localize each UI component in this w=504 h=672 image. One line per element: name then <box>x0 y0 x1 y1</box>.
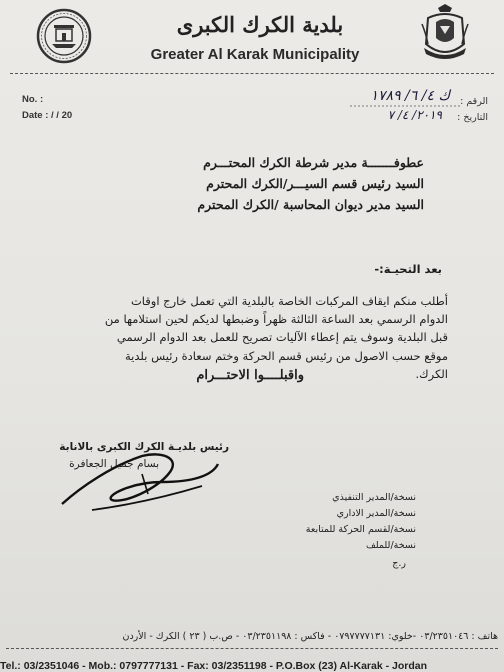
date-label: Date : / / 20 <box>22 110 73 121</box>
closing-regards: واقبلــــوا الاحتـــرام <box>196 368 304 383</box>
footer-contact-arabic: هاتف : ٠٣/٢٣٥١٠٤٦ -خلوي: ٠٧٩٧٧٧٧١٣١ - فاكس : ٠٣/٢٣٥١١٩٨ - ص.ب ( ٢٣ ) الكرك - الأردن <box>122 631 498 642</box>
no-label: No. : <box>22 94 44 105</box>
cc-item: نسخة/المدير الاداري <box>336 508 416 519</box>
body-line: قبل البلدية وسوف يتم إعطاء الآليات تصريح للعمل بعد الدوام الرسمي <box>116 330 448 345</box>
body-line: أطلب منكم ايقاف المركبات الخاصة بالبلدية التي تعمل خارج اوقات <box>130 294 448 308</box>
addressee-line-3: السيد مدير ديوان المحاسبة /الكرك المحترم <box>197 197 424 212</box>
signatory-name: بسام جميل الجعافرة <box>69 458 159 470</box>
body-line: الدوام الرسمي بعد الساعة الثالثة ظهراً وضبطها لديكم لحين استلامها من <box>104 312 448 327</box>
municipality-seal-logo <box>36 8 92 64</box>
cc-item: نسخة/للملف <box>365 540 416 551</box>
typist-initials: ر.ج <box>392 558 406 569</box>
body-line: موقع حسب الاصول من رئيس قسم الحركة وختم سعادة رئيس بلدية <box>125 348 448 363</box>
date-handwritten: ٢٠١٩/ ٤/ ٧ <box>387 108 442 122</box>
cc-item: نسخة/المدير التنفيذي <box>332 492 416 503</box>
ref-underline <box>350 103 460 109</box>
ref-label-arabic: الرقم : <box>460 96 488 107</box>
municipality-title-arabic: بلدية الكرك الكبرى <box>176 12 344 37</box>
addressee-line-2: السيد رئيس قسم السيـــر/الكرك المحترم <box>206 176 424 191</box>
cc-item: نسخة/لقسم الحركة للمتابعة <box>305 524 416 535</box>
footer-contact-english: Tel.: 03/2351046 - Mob.: 0797777131 - Fax: 03/2351198 - P.O.Box (23) Al-Karak - Jordan <box>0 660 428 672</box>
handwritten-signature <box>52 446 222 516</box>
footer-divider <box>6 648 498 649</box>
municipality-title-english: Greater Al Karak Municipality <box>150 46 360 63</box>
date-label-arabic: التاريخ : <box>457 112 488 123</box>
ref-number-handwritten: ك ٤/ ٦/ ١٧٨٩ <box>370 88 450 104</box>
body-line: الكرك. <box>415 366 448 381</box>
signatory-title: رئيس بلديـة الكرك الكبرى بالانابة <box>59 441 229 453</box>
greeting: بعد التحيـة:- <box>374 262 442 276</box>
addressee-line-1: عطوفـــــــة مدير شرطة الكرك المحتـــرم <box>203 155 424 170</box>
jordan-emblem-logo <box>420 4 470 62</box>
header-divider <box>10 73 494 74</box>
